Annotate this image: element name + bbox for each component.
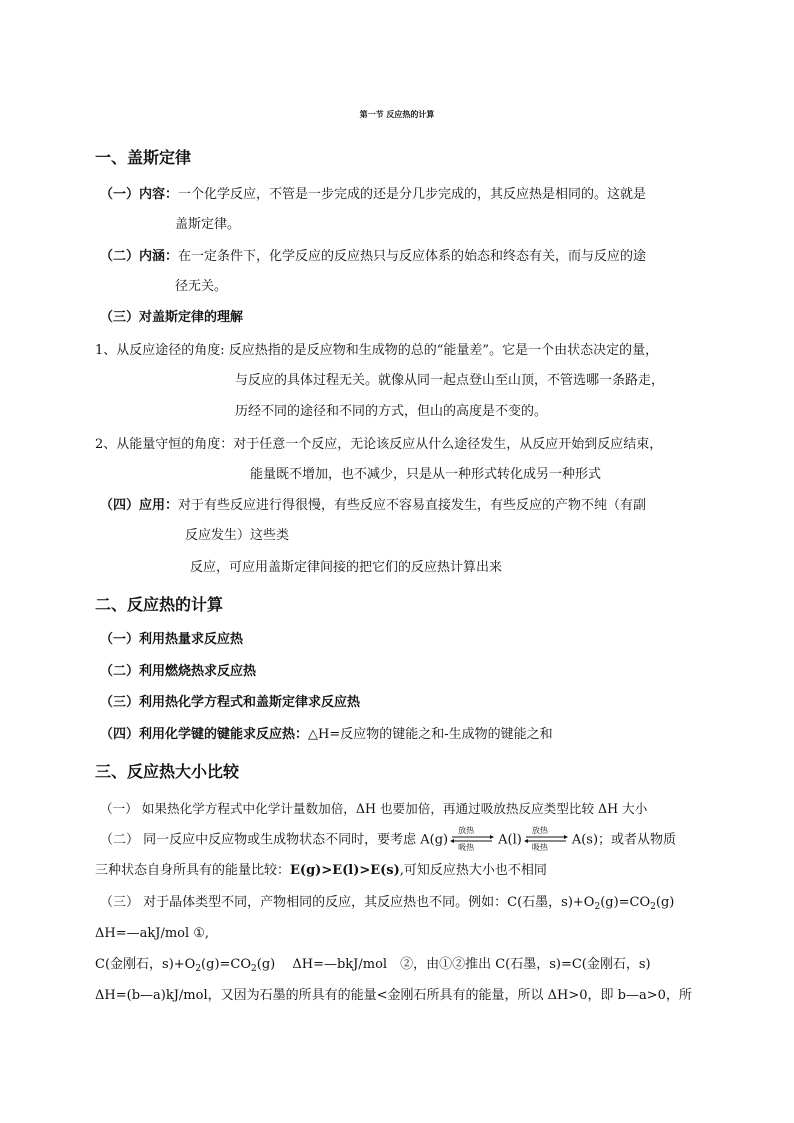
subscript-2: 2: [594, 902, 601, 912]
application-label: （四）应用：: [100, 498, 179, 513]
method-4-text: △H=反应物的键能之和-生成物的键能之和: [308, 727, 553, 742]
understanding-item-1b: 与反应的具体过程无关。就像从同一起点登山至山顶，不管选哪一条路走，: [235, 373, 665, 388]
understanding-item-1c: 历经不同的途径和不同的方式，但山的高度是不变的。: [235, 404, 548, 419]
compare-2-text-d: 三种状态自身所具有的能量比较：: [95, 863, 291, 878]
connotation-text: 在一定条件下，化学反应的反应热只与反应体系的始态和终态有关，而与反应的途: [178, 249, 647, 264]
method-4: [100, 725, 553, 745]
compare-2: [100, 826, 677, 852]
section-3-heading: 三、反应热大小比较: [95, 762, 240, 781]
energy-order: E(g)>E(l)>E(s): [290, 863, 400, 878]
understanding-item-2b: 能量既不增加，也不减少，只是从一种形式转化成另一种形式: [250, 467, 602, 482]
compare-2-text-e: ,可知反应热大小也不相同: [399, 863, 547, 878]
compare-3-text-a: （三） 对于晶体类型不同，产物相同的反应，其反应热也不同。例如：C(石墨，s)+O: [100, 895, 595, 910]
understanding-item-1a: 1、从反应途径的角度: 反应热指的是反应物和生成物的总的“能量差”。它是一个由状态决定的量，: [95, 343, 659, 358]
compare-2-text-c: A(s)；或者从物质: [571, 832, 677, 848]
subscript-2: 2: [650, 902, 656, 912]
compare-2-text-a: （二） 同一反应中反应物或生成物状态不同时，要考虑 A(g): [100, 832, 449, 848]
section-2-heading: 二、反应热的计算: [95, 595, 224, 614]
section-1-heading: 一、盖斯定律: [95, 148, 192, 167]
arrow-label-exothermic: 放热: [531, 826, 548, 835]
compare-3-text-c: (g): [655, 895, 675, 910]
page-title: 第一节 反应热的计算: [359, 109, 435, 119]
content-text: 一个化学反应，不管是一步完成的还是分几步完成的，其反应热是相同的。这就是: [178, 187, 647, 202]
application-continuation-2: 反应，可应用盖斯定律间接的把它们的反应热计算出来: [190, 560, 503, 575]
compare-3-text-b: (g)=CO: [600, 895, 651, 910]
connotation-continuation: 径无关。: [175, 279, 228, 294]
compare-2-text-b: A(l): [498, 832, 522, 848]
compare-3-conclusion: ΔH=(b—a)kJ/mol，又因为石墨的所具有的能量<金刚石所具有的能量，所以 ΔH>0，即 b—a>0，所: [95, 988, 692, 1003]
method-2: （二）利用燃烧热求反应热: [100, 664, 257, 679]
method-1: （一）利用热量求反应热: [100, 632, 244, 647]
subscript-2: 2: [195, 964, 202, 974]
content-continuation: 盖斯定律。: [175, 217, 241, 232]
compare-3-text-f: (g)=CO: [201, 957, 252, 972]
understanding-heading: （三）对盖斯定律的理解: [100, 310, 244, 325]
compare-1: （一） 如果热化学方程式中化学计量数加倍，ΔH 也要加倍，再通过吸放热反应类型比较 ΔH 大小: [100, 801, 648, 816]
understanding-item-2a: 2、从能量守恒的角度：对于任意一个反应，无论该反应从什么途径发生，从反应开始到反应结束，: [95, 437, 663, 452]
paragraph-connotation: [100, 247, 646, 267]
arrow-label-endothermic: 吸热: [531, 843, 548, 852]
method-4-label: （四）利用化学键的键能求反应热：: [100, 727, 309, 742]
compare-3-text-g: (g) ΔH=—bkJ/mol ②，由①②推出 C(石墨，s)=C(金刚石，s): [256, 957, 651, 972]
method-3: （三）利用热化学方程式和盖斯定律求反应热: [100, 695, 361, 710]
arrow-label-exothermic: 放热: [458, 826, 475, 835]
compare-3-text-e: C(金刚石，s)+O: [95, 957, 196, 972]
compare-3: [100, 893, 674, 913]
compare-2-continuation: [95, 861, 547, 881]
application-text: 对于有些反应进行得很慢，有些反应不容易直接发生，有些反应的产物不纯（有副: [178, 498, 647, 513]
arrow-label-endothermic: 吸热: [458, 843, 475, 852]
connotation-label: （二）内涵：: [100, 249, 179, 264]
subscript-2: 2: [251, 964, 257, 974]
paragraph-content: [100, 185, 646, 205]
equilibrium-arrows-icon: [524, 826, 570, 852]
equilibrium-arrows-icon: [450, 826, 496, 852]
application-continuation-1: 反应发生）这些类: [185, 528, 290, 543]
compare-3-eq1: ΔH=—akJ/mol ①,: [95, 926, 210, 941]
paragraph-application: [100, 496, 646, 516]
compare-3-eq2: [95, 955, 651, 975]
content-label: （一）内容：: [100, 187, 179, 202]
